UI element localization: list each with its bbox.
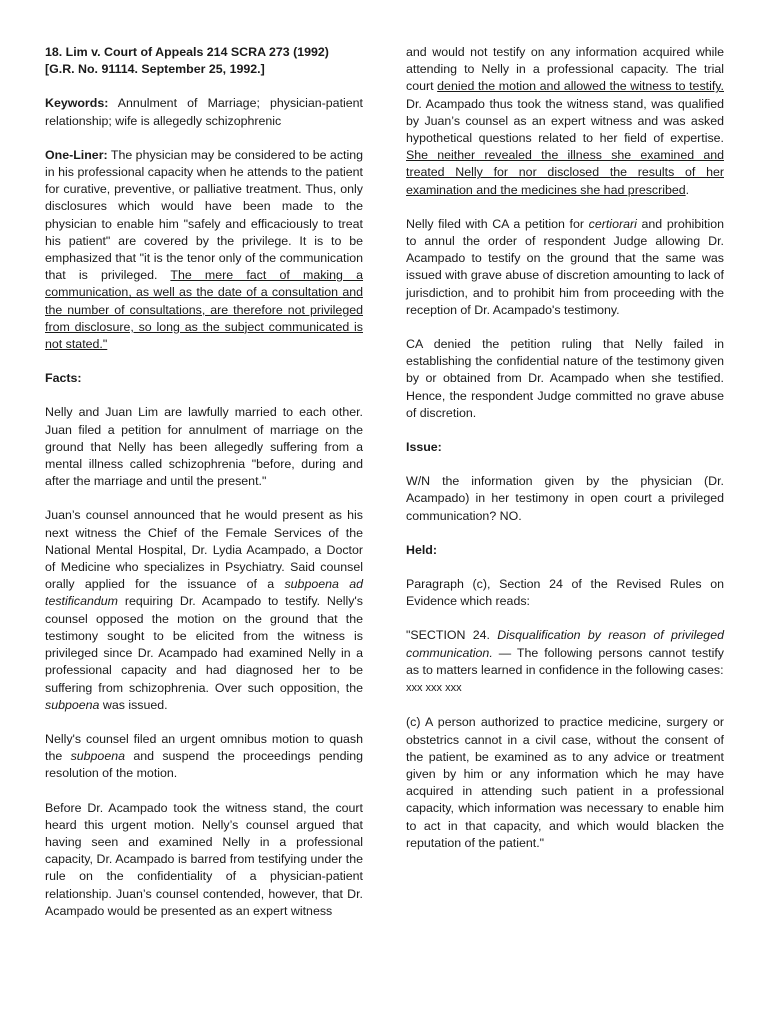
facts-heading: Facts:	[45, 371, 82, 386]
issue-heading: Issue:	[406, 440, 442, 455]
text-span: Juan’s counsel announced that he would present as his next witness the Chief of the Female Services of the National Mental Hospital, Dr. Lydia Acampado, a Doctor of Medicine who specializes in Psychiatry. Said counsel orally applied for the issuance of a	[45, 508, 363, 592]
omission-marker: xxx xxx xxx	[406, 682, 462, 695]
facts-paragraph-4: Before Dr. Acampado took the witness stand, the court heard this urgent motion. Nelly’s counsel argued that having seen and examined Nelly in a professional capacity, Dr. Acampado is barred from testifying under the rule on the confidentiality of a physician-patient relationship. Juan’s counsel contended, however, that Dr. Acampado would be presented as an expert witness	[45, 800, 363, 918]
keywords-label: Keywords:	[45, 96, 109, 111]
issue-text: W/N the information given by the physician (Dr. Acampado) in her testimony in open court a privileged communication? NO.	[406, 474, 724, 523]
text-span: "SECTION 24.	[406, 628, 498, 643]
oneliner-text: The physician may be considered to be acting in his professional capacity when he attends to the patient for curative, preventive, or palliative treatment. Thus, only disclosures which would have been made to the physician to enable him "safely and efficaciously to treat his patient" are covered by the privilege. It is to be emphasized that "it is the tenor only of the communication that is privileged.	[45, 147, 363, 283]
facts-paragraph-5	[406, 44, 724, 199]
text-span: .	[685, 182, 690, 197]
held-section-quote	[406, 627, 724, 697]
oneliner-label: One-Liner:	[45, 147, 108, 162]
italic-span: certiorari	[588, 216, 637, 231]
facts-paragraph-3	[45, 731, 363, 783]
text-span: Nelly filed with CA a petition for	[406, 216, 589, 231]
held-heading: Held:	[406, 542, 437, 557]
italic-span: Disqualification by reason of privileged communication.	[406, 628, 724, 660]
italic-span: subpoena	[70, 749, 125, 764]
oneliner-paragraph	[45, 147, 363, 353]
left-column	[45, 44, 363, 920]
underlined-span: She neither revealed the illness she examined and treated Nelly for nor disclosed the results of her examination and the medicines she had prescribed	[406, 148, 724, 197]
case-title	[45, 44, 363, 78]
case-citation: 18. Lim v. Court of Appeals 214 SCRA 273 (1992)	[45, 45, 329, 59]
underlined-span: denied the motion and allowed the witness to testify.	[437, 79, 724, 94]
text-span: Nelly's counsel filed an urgent omnibus motion to quash the	[45, 731, 363, 764]
text-span: Dr. Acampado thus took the witness stand, was qualified by Juan’s counsel as an expert witness and was asked hypothetical questions related to her field of expertise.	[406, 96, 724, 146]
text-span: and suspend the proceedings pending resolution of the motion.	[45, 749, 363, 781]
text-span: was issued.	[99, 697, 168, 712]
text-span: and prohibition to annul the order of respondent Judge allowing Dr. Acampado to testify on the ground that the same was issued with grave abuse of discretion amounting to lack of jurisdiction, and to prohibit him from proceeding with the reception of Dr. Acampado's testimony.	[406, 216, 724, 317]
held-paragraph-c: (c) A person authorized to practice medicine, surgery or obstetrics cannot in a civil case, without the consent of the patient, be examined as to any advice or treatment given by him or any information which he may have acquired in attending such patient in a professional capacity, which information was necessary to enable him to act in that capacity, and which would blacken the reputation of the patient."	[406, 715, 724, 850]
held-paragraph-1: Paragraph (c), Section 24 of the Revised Rules on Evidence which reads:	[406, 577, 724, 609]
text-span: and would not testify on any information acquired while attending to Nelly in a professional capacity. The trial court	[406, 45, 724, 94]
italic-span: subpoena ad testificandum	[45, 577, 363, 609]
text-span: requiring Dr. Acampado to testify. Nelly's counsel opposed the motion on the ground that the testimony sought to be elicited from the witness is privileged since Dr. Acampado had examined Nelly in a professional capacity and had diagnosed her to be suffering from schizophrenia. Over such opposition, the	[45, 594, 363, 695]
oneliner-underlined: The mere fact of making a communication, as well as the date of a consultation and the number of consultations, are therefore not privileged from disclosure, so long as the subject communicated is not stated."	[45, 268, 364, 352]
keywords-text: Annulment of Marriage; physician-patient relationship; wife is allegedly schizophrenic	[45, 96, 363, 128]
keywords-paragraph	[45, 95, 363, 129]
facts-paragraph-6	[406, 216, 724, 319]
right-column	[406, 44, 724, 869]
text-span: — The following persons cannot testify as to matters learned in confidence in the following cases:	[406, 645, 724, 677]
facts-paragraph-1: Nelly and Juan Lim are lawfully married to each other. Juan filed a petition for annulment of marriage on the ground that Nelly has been allegedly suffering from a mental illness called schizophrenia "before, during and after the marriage and until the present."	[45, 405, 363, 489]
case-number: [G.R. No. 91114. September 25, 1992.]	[45, 62, 265, 77]
facts-paragraph-2	[45, 507, 363, 713]
facts-paragraph-7: CA denied the petition ruling that Nelly failed in establishing the confidential nature of the testimony given by or obtained from Dr. Acampado when she testified. Hence, the respondent Judge committed no grave abuse of discretion.	[406, 337, 724, 420]
italic-span: subpoena	[45, 697, 100, 712]
